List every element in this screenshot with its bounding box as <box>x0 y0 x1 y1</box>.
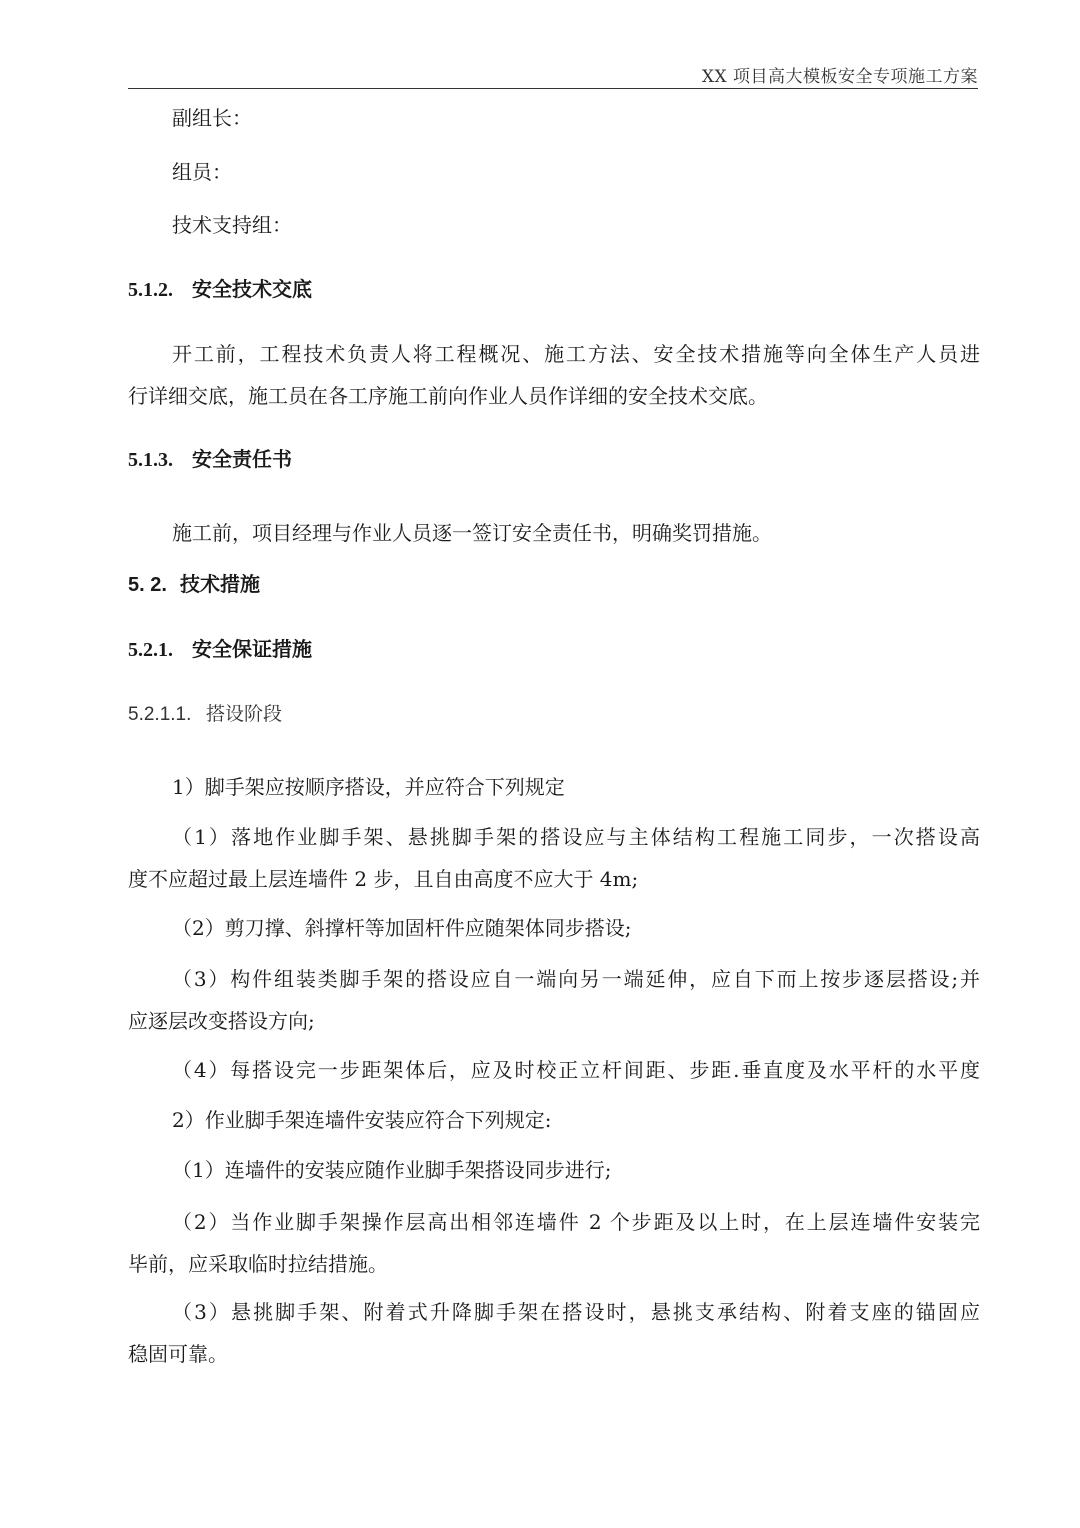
list-item: （3）构件组装类脚手架的搭设应自一端向另一端延伸，应自下而上按步逐层搭设;并 <box>172 967 980 991</box>
list-item-continuation: 稳固可靠。 <box>128 1342 228 1366</box>
section-heading-5-1-3 <box>128 444 980 475</box>
list-item-continuation: 应逐层改变搭设方向; <box>128 1009 315 1033</box>
list-item: （3）悬挑脚手架、附着式升降脚手架在搭设时，悬挑支承结构、附着支座的锚固应 <box>172 1300 980 1324</box>
section-heading-5-1-2 <box>128 274 980 305</box>
tech-support-label: 技术支持组： <box>172 213 292 237</box>
section-number: 5.1.3. <box>128 449 173 471</box>
section-heading-5-2-1-1 <box>128 699 980 730</box>
list-item: （4）每搭设完一步距架体后，应及时校正立杆间距、步距.垂直度及水平杆的水平度 <box>172 1058 980 1082</box>
paragraph-line: 开工前，工程技术负责人将工程概况、施工方法、安全技术措施等向全体生产人员进 <box>172 342 980 366</box>
section-number: 5. 2. <box>128 574 167 596</box>
list-item: （2）剪刀撑、斜撑杆等加固杆件应随架体同步搭设; <box>172 916 632 940</box>
list-item: （1）连墙件的安装应随作业脚手架搭设同步进行; <box>172 1158 612 1182</box>
section-title: 安全责任书 <box>192 447 292 471</box>
list-item: （1）落地作业脚手架、悬挑脚手架的搭设应与主体结构工程施工同步，一次搭设高 <box>172 825 980 849</box>
header-title: XX 项目高大模板安全专项施工方案 <box>701 67 978 87</box>
list-item: （2）当作业脚手架操作层高出相邻连墙件 2 个步距及以上时，在上层连墙件安装完 <box>172 1210 980 1234</box>
list-item: 2）作业脚手架连墙件安装应符合下列规定: <box>172 1108 552 1132</box>
section-number: 5.2.1. <box>128 639 173 661</box>
paragraph-line: 行详细交底，施工员在各工序施工前向作业人员作详细的安全技术交底。 <box>128 384 768 408</box>
section-title: 技术措施 <box>180 572 260 596</box>
list-item-continuation: 毕前，应采取临时拉结措施。 <box>128 1252 388 1276</box>
list-item: 1）脚手架应按顺序搭设，并应符合下列规定 <box>172 775 565 799</box>
section-heading-5-2-1 <box>128 634 980 665</box>
section-title: 搭设阶段 <box>206 703 283 725</box>
deputy-leader-label: 副组长： <box>172 106 252 130</box>
paragraph-line: 施工前，项目经理与作业人员逐一签订安全责任书，明确奖罚措施。 <box>172 521 772 545</box>
members-label: 组员： <box>172 160 232 184</box>
section-number: 5.1.2. <box>128 279 173 301</box>
list-item-continuation: 度不应超过最上层连墙件 2 步，且自由高度不应大于 4m; <box>128 867 639 891</box>
section-title: 安全保证措施 <box>192 637 312 661</box>
header-rule <box>128 88 978 89</box>
section-heading-5-2 <box>128 569 980 600</box>
section-title: 安全技术交底 <box>192 277 312 301</box>
section-number: 5.2.1.1. <box>128 704 192 725</box>
